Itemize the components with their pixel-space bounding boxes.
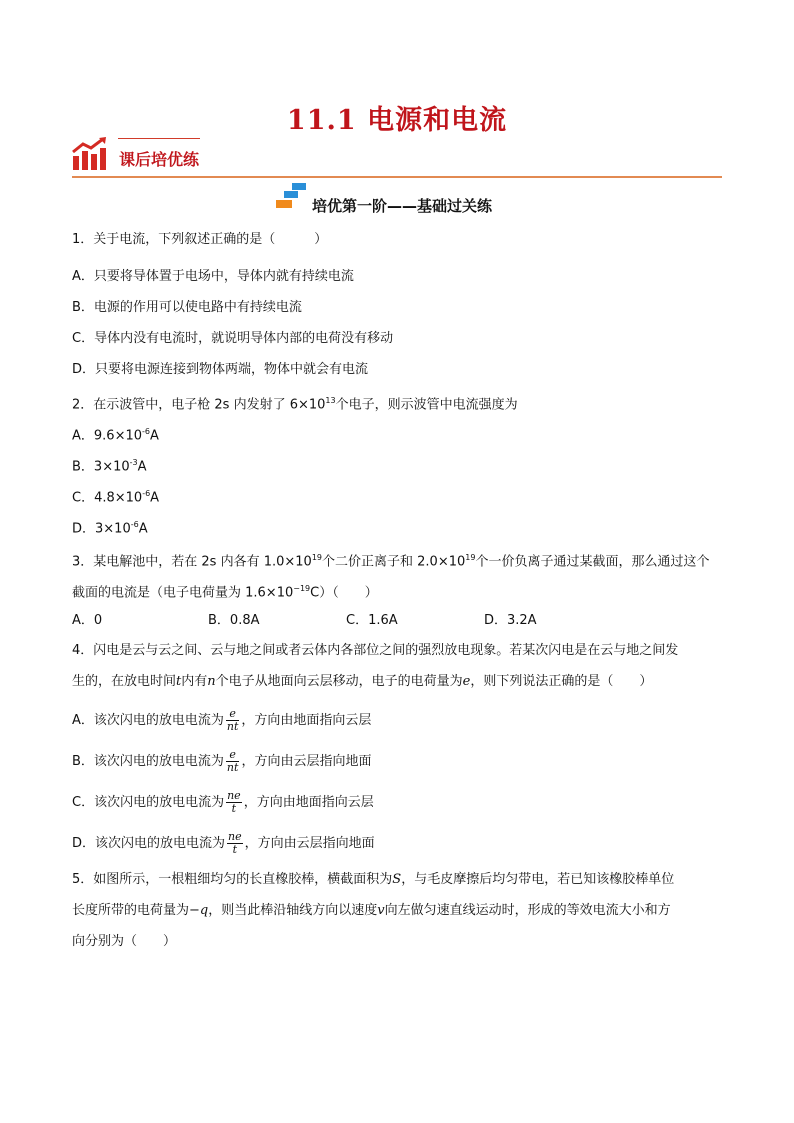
question-3-stem-line-2: 截面的电流是（电子电荷量为 $1.6\times 10^{-19}C$）（ ）	[72, 584, 378, 601]
question-4-option-c: C．该次闪电的放电电流为 $\frac{ne}{t}$ ，方向由地面指向云层	[72, 789, 374, 815]
section-title: 培优第一阶——基础过关练	[312, 197, 493, 215]
question-1-option-d: D．只要将电源连接到物体两端，物体中就会有电流	[72, 362, 369, 377]
question-5-stem-line-2: 长度所带的电荷量为−q，则当此棒沿轴线方向以速度v向左做匀速直线运动时，形成的等效电流大小和方	[72, 903, 671, 918]
question-4-stem-line-2: 生的，在放电时间t内有n个电子从地面向云层移动，电子的电荷量为e，则下列说法正确的是（ ）	[72, 674, 653, 689]
chart-up-icon	[71, 136, 109, 172]
question-2-stem: 2．在示波管中，电子枪 2s 内发射了 $6\times 10^{13}$个电子，则示波管中电流强度为	[72, 396, 518, 413]
question-4-option-b: B．该次闪电的放电电流为 $\frac{e}{nt}$ ，方向由云层指向地面	[72, 748, 372, 774]
question-2-option-a: A．$9.6\times 10^{-6}A$	[72, 427, 159, 444]
fraction: $\frac{ne}{t}$	[227, 789, 241, 815]
question-3-option-d: D．3.2A	[484, 613, 537, 628]
question-1-option-b: B．电源的作用可以使电路中有持续电流	[72, 300, 302, 315]
question-4-option-d: D．该次闪电的放电电流为 $\frac{ne}{t}$ ，方向由云层指向地面	[72, 830, 375, 856]
section-badge-label: 课后培优练	[119, 150, 200, 169]
question-1-option-c: C．导体内没有电流时，就说明导体内部的电荷没有移动	[72, 331, 394, 346]
question-3-option-a: A．0	[72, 613, 103, 628]
question-5-stem-line-3: 向分别为（ ）	[72, 934, 177, 949]
question-3-option-c: C．1.6A	[346, 613, 398, 628]
question-2-option-d: D．$3\times 10^{-6}A$	[72, 520, 148, 537]
step-blocks-icon	[276, 183, 308, 209]
badge-underline	[118, 138, 200, 139]
fraction: $\frac{e}{nt}$	[226, 707, 239, 733]
question-3-option-b: B．0.8A	[208, 613, 260, 628]
question-3-stem-line-1: 3．某电解池中，若在 2s 内各有 $1.0\times 10^{19}$个二价正离子和 $2.0\times 10^{19}$个一价负离子通过某截面，那么通过这个	[72, 553, 710, 570]
question-4-stem-line-1: 4．闪电是云与云之间、云与地之间或者云体内各部位之间的强烈放电现象。若某次闪电是在云与地之间发	[72, 643, 679, 658]
header-rule	[72, 176, 722, 178]
page-title: 11.1 电源和电流	[286, 105, 508, 136]
question-2-option-c: C．$4.8\times 10^{-6}A$	[72, 489, 160, 506]
question-2-option-b: B．$3\times 10^{-3}A$	[72, 458, 147, 475]
question-5-stem-line-1: 5．如图所示，一根粗细均匀的长直橡胶棒，横截面积为S，与毛皮摩擦后均匀带电，若已知该橡胶棒单位	[72, 872, 675, 887]
fraction: $\frac{e}{nt}$	[226, 748, 239, 774]
fraction: $\frac{ne}{t}$	[228, 830, 242, 856]
question-1-option-a: A．只要将导体置于电场中，导体内就有持续电流	[72, 269, 354, 284]
question-1-stem: 1．关于电流，下列叙述正确的是（ ）	[72, 232, 328, 247]
question-4-option-a: A．该次闪电的放电电流为 $\frac{e}{nt}$ ，方向由地面指向云层	[72, 707, 372, 733]
